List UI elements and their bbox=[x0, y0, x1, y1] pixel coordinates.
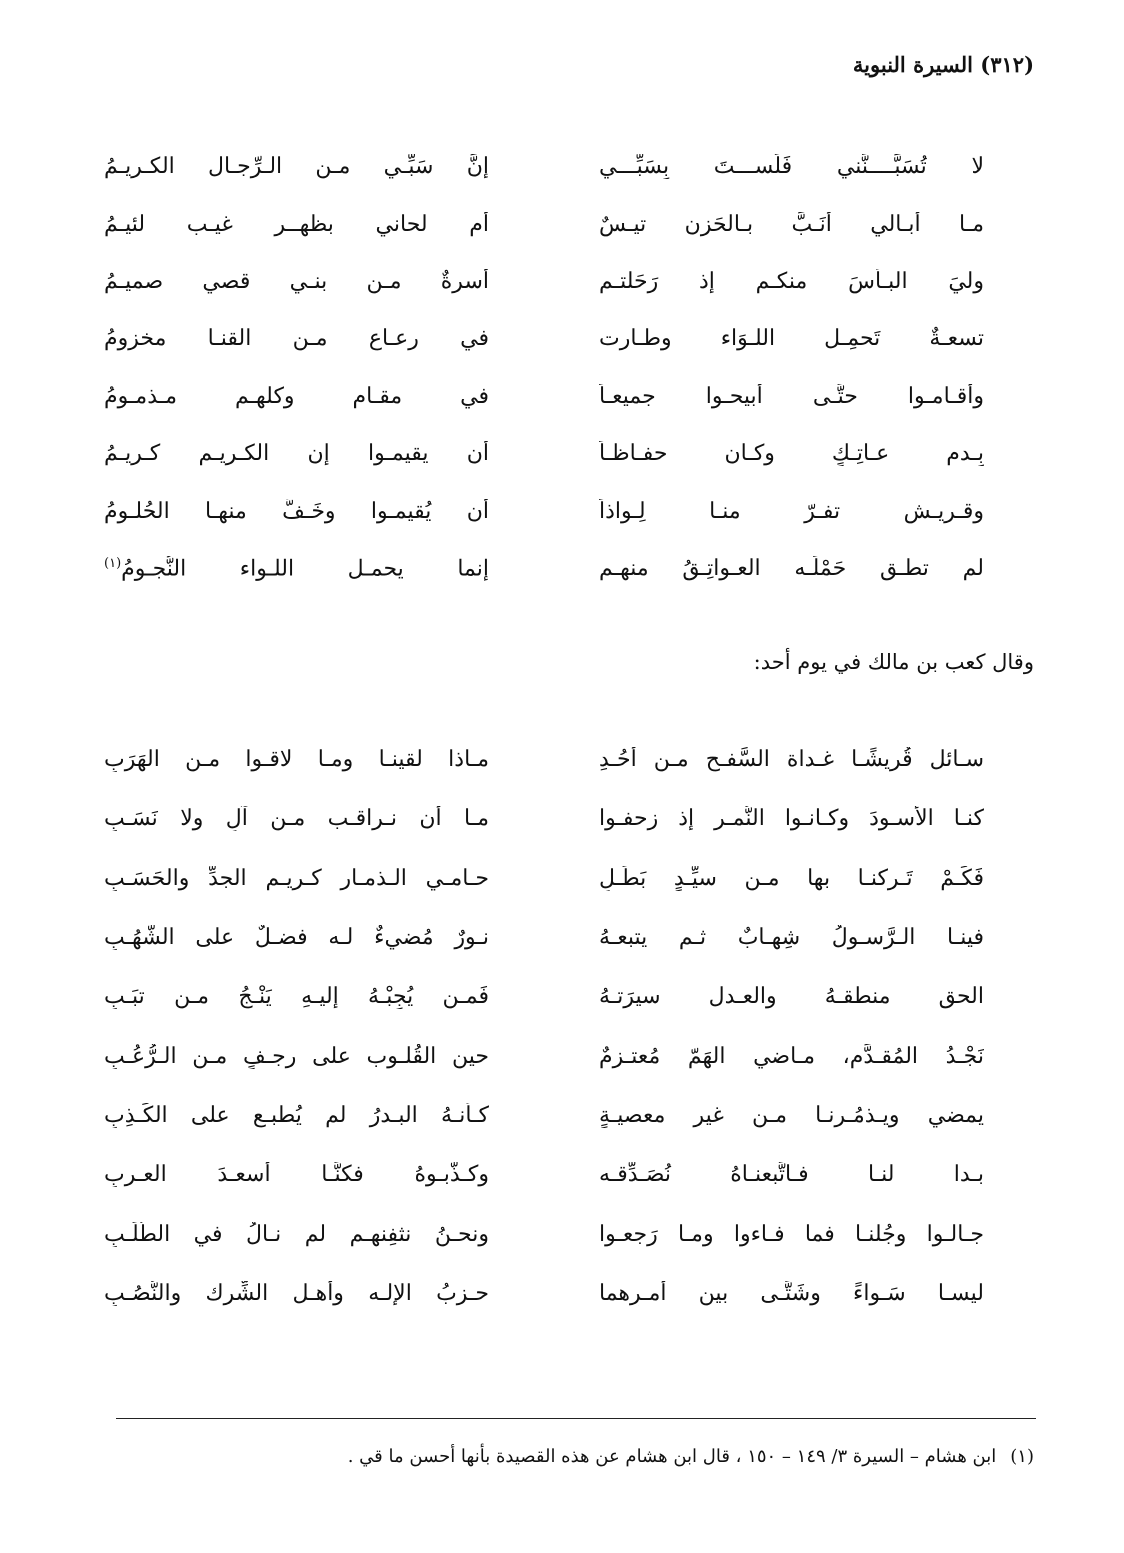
poem-first bbox=[104, 138, 984, 597]
verse-second-hemistich: أسرةٌ مـن بنـي قصي صميـمُ bbox=[104, 268, 489, 294]
verse-second-hemistich: حين القُلـوب على رجـفٍ مـن الـرُّعُـبِ bbox=[104, 1043, 489, 1069]
verse-line bbox=[104, 849, 984, 908]
verse-line bbox=[104, 1204, 984, 1263]
verse-first-hemistich: لم تطـق حَمْلَـه العـواتِـقُ منهـم bbox=[599, 555, 984, 581]
verse-line bbox=[104, 1145, 984, 1204]
verse-second-hemistich: حـامـي الـذمـار كـريـم الجدِّ والحَسَـبِ bbox=[104, 865, 489, 891]
page-header: (٣١٢) السيرة النبوية bbox=[852, 52, 1034, 77]
verse-first-hemistich: نَجْـدُ المُقـدَّم، مـاضي الهَمّ مُعتـزمٌ bbox=[599, 1043, 984, 1069]
verse-second-hemistich: أن يُقيمـوا وخَـفَّ منهـا الحُلـومُ bbox=[104, 498, 489, 524]
verse-line bbox=[104, 1026, 984, 1085]
footnote-reference: (١) bbox=[104, 555, 122, 571]
verse-second-hemistich: حـزبُ الإلـه وأهـل الشِّرك والنُّصُـبِ bbox=[104, 1280, 489, 1306]
verse-second-hemistich: نـورٌ مُضيءٌ لـه فضـلٌ على الشُّهُـبِ bbox=[104, 925, 489, 951]
verse-line bbox=[104, 310, 984, 367]
verse-line bbox=[104, 195, 984, 252]
verse-line bbox=[104, 908, 984, 967]
verse-second-hemistich-text: إنما يحمـل اللـواء النُّجـومُ bbox=[121, 556, 489, 582]
verse-first-hemistich: بِـدمِ عـاتِـكٍ وكـان حفـاظـاً bbox=[599, 441, 984, 467]
verse-first-hemistich: تسعـةٌ تَحمِـل اللـوَاء وطـارت bbox=[599, 326, 984, 352]
verse-first-hemistich: بـدا لنـا فـاتَّبعنـاهُ نُصَـدِّقـه bbox=[599, 1162, 984, 1188]
verse-second-hemistich: فَمـن يُجِبْـهُ إليـهِ يَنْـجُ مـن تبَـبِ bbox=[104, 984, 489, 1010]
poem-second bbox=[104, 730, 984, 1323]
verse-second-hemistich: كـأنـهُ البـدرُ لم يُطبـع على الكَـذِبِ bbox=[104, 1102, 489, 1128]
verse-line bbox=[104, 368, 984, 425]
verse-second-hemistich: ونحـنُ نثفِنهـم لم نـالُ في الطَّلَـبِ bbox=[104, 1221, 489, 1247]
verse-second-hemistich: في مقـام وكلهـم مـذمـومُ bbox=[104, 383, 489, 409]
verse-line bbox=[104, 1086, 984, 1145]
verse-first-hemistich: الحق منطقـهُ والعـدل سيرَتـهُ bbox=[599, 984, 984, 1010]
verse-first-hemistich: وليَ البـأْسَ منكـم إذ رَحَلتـم bbox=[599, 268, 984, 294]
footnote-text: ابن هشام – السيرة ٣/ ١٤٩ – ١٥٠ ، قال ابن هشام عن هذه القصيدة بأنها أحسن ما قي . bbox=[347, 1446, 997, 1467]
verse-second-hemistich: في رعـاع مـن القنـا مخزومُ bbox=[104, 326, 489, 352]
verse-second-hemistich: أن يقيمـوا إن الكـريـم كـريـمُ bbox=[104, 441, 489, 467]
verse-second-hemistich: وكـذَّبـوهُ فكنَّـا أسعـدَ العـربِ bbox=[104, 1162, 489, 1188]
footnote-marker: (١) bbox=[1010, 1446, 1034, 1467]
verse-line bbox=[104, 967, 984, 1026]
verse-second-hemistich: مـاذا لقينـا ومـا لاقـوا مـن الهَرَبِ bbox=[104, 747, 489, 773]
poem-introduction: وقال كعب بن مالك في يوم أحد: bbox=[753, 650, 1034, 674]
verse-first-hemistich: وقـريـش تفـرّ منـا لِـواذاً bbox=[599, 498, 984, 524]
verse-line bbox=[104, 1264, 984, 1323]
verse-second-hemistich bbox=[104, 556, 489, 581]
verse-first-hemistich: ليسـا سَـواءً وشَتَّـى بين أمـرِهما bbox=[599, 1280, 984, 1306]
verse-line bbox=[104, 730, 984, 789]
verse-second-hemistich: مـا أن نـراقـب مـن آلٍ ولا نَسَـبِ bbox=[104, 806, 489, 832]
footnote-divider bbox=[116, 1418, 1036, 1419]
verse-line bbox=[104, 482, 984, 539]
verse-first-hemistich: فينـا الـرَّسـولُ شِهـابٌ ثـم يتبعـهُ bbox=[599, 925, 984, 951]
verse-first-hemistich: يمضي ويـذمُـرنـا مـن غيرِ معصيـةٍ bbox=[599, 1102, 984, 1128]
verse-first-hemistich: سـائل قُريشًـا غـداة السَّفـحِ مـن أُحُـدِ bbox=[599, 747, 984, 773]
verse-line bbox=[104, 789, 984, 848]
footnote bbox=[348, 1446, 1034, 1467]
verse-second-hemistich: أم لحاني بظهــر غيـب لئيـمُ bbox=[104, 211, 489, 237]
verse-first-hemistich: لا تُسَبَّــــنَّني فَلَســـتَ بِسَبِّـــي bbox=[599, 154, 984, 180]
verse-first-hemistich: فَكَـمْ تَـركنـا بها مـن سيِّـدٍ بَطَـلٍ bbox=[599, 865, 984, 891]
verse-first-hemistich: مـا أُبـالي أَنَـبَّ بـالحَزن تيـسٌ bbox=[599, 211, 984, 237]
verse-first-hemistich: جـالـوا وجُلنـا فما فـاءوا ومـا رَجعـوا bbox=[599, 1221, 984, 1247]
verse-line bbox=[104, 540, 984, 597]
verse-second-hemistich: إنَّ سَبِّـي مـن الـرِّجـال الكـريـمُ bbox=[104, 154, 489, 180]
verse-line bbox=[104, 253, 984, 310]
verse-first-hemistich: كنـا الأسـودَ وكـانـوا النُّمـر إذ زحفـوا bbox=[599, 806, 984, 832]
verse-line bbox=[104, 138, 984, 195]
verse-first-hemistich: وأقـامـوا حتَّـى أُبيحـوا جميعـاً bbox=[599, 383, 984, 409]
verse-line bbox=[104, 425, 984, 482]
